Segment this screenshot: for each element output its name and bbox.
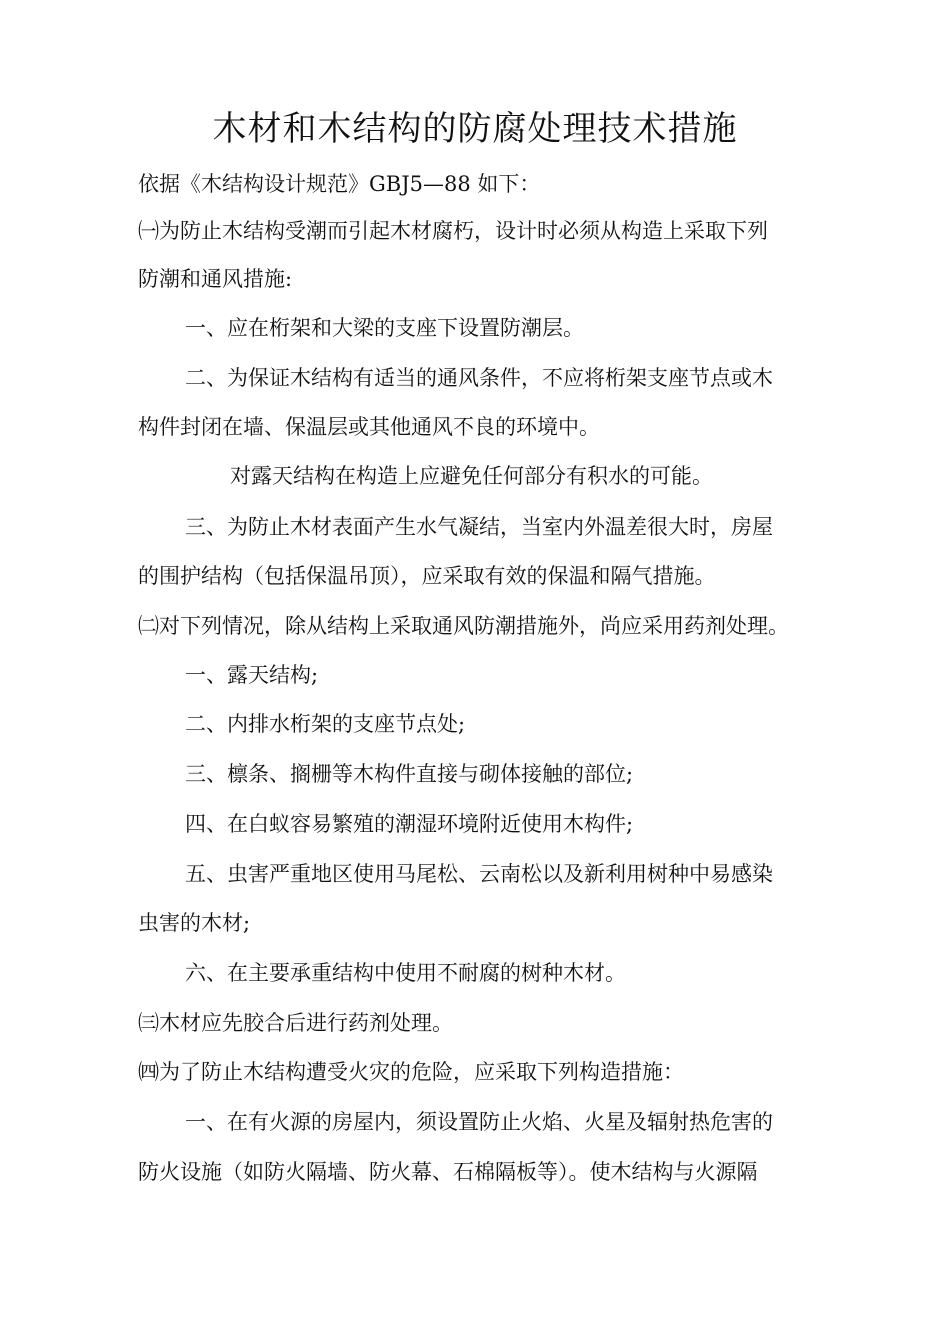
text-line: 三、檩条、搁栅等木构件直接与砌体接触的部位;	[185, 762, 634, 786]
text-line: 一、露天结构;	[185, 663, 319, 687]
text-line: 二、为保证木结构有适当的通风条件，不应将桁架支座节点或木	[185, 366, 773, 390]
text-line: 五、虫害严重地区使用马尾松、云南松以及新利用树种中易感染	[185, 862, 773, 886]
text-line: ㈣为了防止木结构遭受火灾的危险，应采取下列构造措施：	[138, 1060, 684, 1084]
text-line: 三、为防止木材表面产生水气凝结，当室内外温差很大时，房屋	[185, 515, 773, 539]
text-line: 四、在白蚁容易繁殖的潮湿环境附近使用木构件;	[185, 812, 634, 836]
text-line: 防火设施（如防火隔墙、防火幕、石棉隔板等）。使木结构与火源隔	[138, 1160, 758, 1184]
text-line: 构件封闭在墙、保温层或其他通风不良的环境中。	[138, 415, 600, 439]
text-line: 一、在有火源的房屋内，须设置防止火焰、火星及辐射热危害的	[185, 1110, 773, 1134]
text-line: 二、内排水桁架的支座节点处;	[185, 712, 466, 736]
text-line: ㈠为防止木结构受潮而引起木材腐朽，设计时必须从构造上采取下列	[138, 219, 768, 243]
text-line: ㈢木材应先胶合后进行药剂处理。	[138, 1011, 453, 1035]
text-line: 六、在主要承重结构中使用不耐腐的树种木材。	[185, 961, 626, 985]
text-line: 一、应在桁架和大梁的支座下设置防潮层。	[185, 316, 584, 340]
document-title: 木材和木结构的防腐处理技术措施	[212, 109, 738, 149]
text-line: 防潮和通风措施:	[138, 267, 293, 291]
text-line: 虫害的木材;	[138, 911, 251, 935]
text-line: ㈡对下列情况，除从结构上采取通风防潮措施外，尚应采用药剂处理。	[138, 614, 789, 638]
text-line: 依据《木结构设计规范》GBJ5—88 如下：	[138, 172, 541, 196]
text-line: 的围护结构（包括保温吊顶），应采取有效的保温和隔气措施。	[138, 564, 716, 588]
text-line: 对露天结构在构造上应避免任何部分有积水的可能。	[230, 464, 713, 488]
